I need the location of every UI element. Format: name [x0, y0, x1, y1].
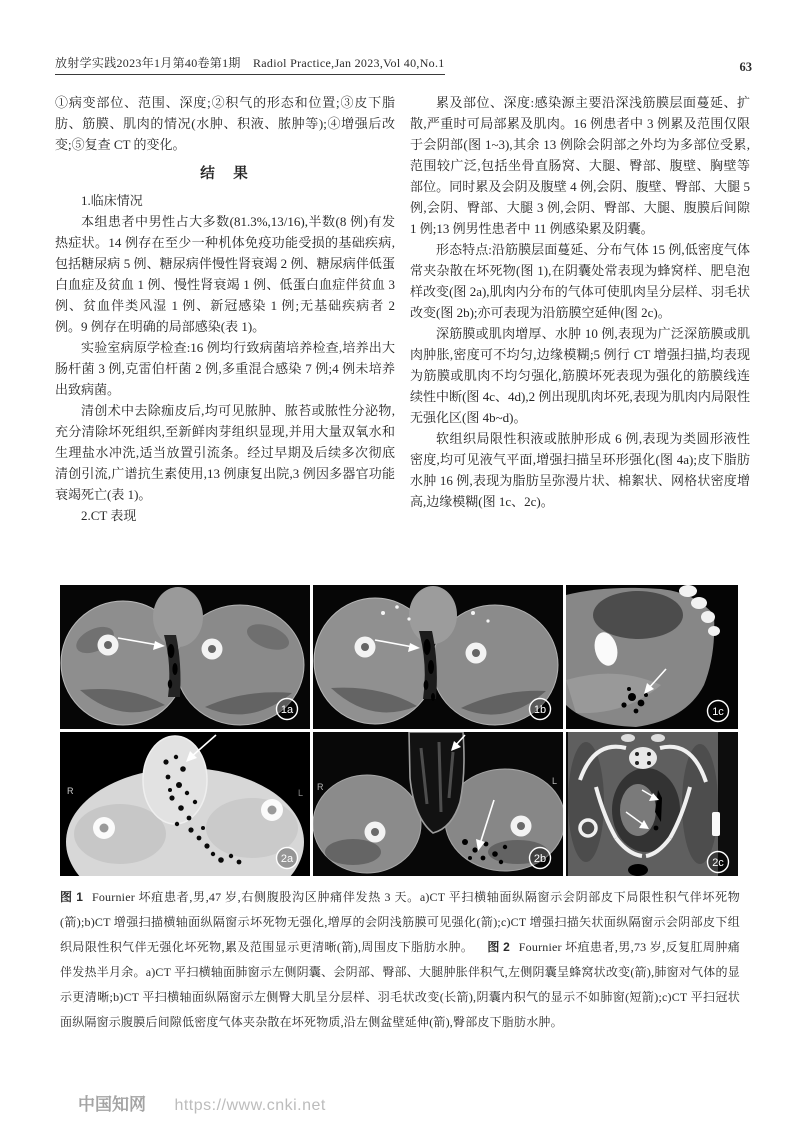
side-marker-left: L [298, 788, 304, 798]
paragraph-fascia: 深筋膜或肌肉增厚、水肿 10 例,表现为广泛深筋膜或肌肉肿胀,密度可不均匀,边缘模糊;5 例行 CT 增强扫描,均表现为筋膜或肌肉不均匀强化,筋膜坏死表现为强化的筋膜线连续性中断(图 4c、4d),2 例出现肌肉坏死,表现为肌肉内局限性无强化区(图 4b~d)。 [410, 326, 750, 425]
ct-image-2b [313, 732, 563, 876]
cnki-watermark [78, 1090, 326, 1115]
side-marker-right: R [317, 782, 324, 792]
paragraph-morphology: 形态特点:沿筋膜层面蔓延、分布气体 15 例,低密度气体常夹杂散在坏死物(图 1),在阴囊处常表现为蜂窝样、肥皂泡样改变(图 2a),肌肉内分布的气体可使肌肉呈分层样、羽毛状改变(图 2b);亦可表现为沿筋膜空延伸(图 2c)。 [410, 242, 750, 320]
ct-image-1c [566, 585, 738, 729]
panel-label-badge [277, 699, 298, 720]
panel-label-badge [708, 701, 729, 722]
side-marker-left: L [552, 776, 558, 786]
svg-text:1c: 1c [712, 706, 724, 718]
figure-caption [60, 885, 740, 1035]
panel-label-badge [277, 848, 298, 869]
svg-text:2a: 2a [280, 853, 294, 865]
panel-label-badge [708, 852, 729, 873]
figure1-label: 图 1 [60, 890, 83, 904]
paragraph-clinical: 本组患者中男性占大多数(81.3%,13/16),半数(8 例)有发热症状。14 例存在至少一种机体免疫功能受损的基础疾病,包括糖尿病 5 例、糖尿病伴慢性肾衰竭 2 例、糖尿病伴低蛋白血症及贫血 1 例、慢性肾衰竭 1 例、低蛋白血症伴贫血 3 例、贫血伴类风湿 1 例、新冠感染 1 例;无基础疾病者 2 例。9 例存在明确的局部感染(表 1)。 [55, 214, 395, 334]
figure-block [60, 585, 750, 1035]
svg-text:1a: 1a [280, 704, 294, 716]
paragraph-lab: 实验室病原学检查:16 例均行致病菌培养检查,培养出大肠杆菌 3 例,克雷伯杆菌 2 例,多重混合感染 7 例;4 例未培养出致病菌。 [55, 340, 395, 397]
cnki-url: https://www.cnki.net [174, 1097, 326, 1114]
journal-info: 放射学实践2023年1月第40卷第1期 Radiol Practice,Jan 2023,Vol 40,No.1 [55, 54, 445, 75]
ct-image-2a [60, 732, 310, 876]
panel-label-badge [530, 848, 551, 869]
ct-image-1a [60, 585, 310, 729]
left-column [55, 92, 395, 581]
ct-image-2c [566, 732, 738, 876]
figure1-text: Fournier 坏疽患者,男,47 岁,右侧腹股沟区肿痛伴发热 3 天。a)CT 平扫横轴面纵隔窗示会阴部皮下局限性积气伴坏死物(箭);b)CT 增强扫描横轴面纵隔窗示坏死物无强化,增厚的会阴浅筋膜可见强化(箭);c)CT 增强扫描矢状面纵隔窗示会阴部皮下组织局限性积气伴无强化坏死物,累及范围显示更清晰(箭),周围皮下脂肪水肿。 [60, 890, 740, 954]
side-marker-right: R [67, 786, 74, 796]
subsection-ct: 2.CT 表现 [81, 508, 137, 523]
cnki-logo-text: 中国知网 [78, 1095, 146, 1114]
panel-label-badge [530, 699, 551, 720]
figure2-label: 图 2 [487, 940, 510, 954]
paragraph-extent: 累及部位、深度:感染源主要沿深浅筋膜层面蔓延、扩散,严重时可局部累及肌肉。16 例患者中 3 例累及范围仅限于会阴部(图 1~3),其余 13 例除会阴部之外均为多部位受累,范围较广泛,包括坐骨直肠窝、大腿、臀部、腹壁、胸壁等部位。同时累及会阴及腹壁 4 例,会阴、腹壁、臀部、大腿 5 例,会阴、臀部、大腿 3 例,会阴、臀部、大腿、腹膜后间隙 1 例;13 例男性患者中 11 例感染累及阴囊。 [410, 95, 750, 236]
paragraph-debridement: 清创术中去除痂皮后,均可见脓肿、脓苔或脓性分泌物,充分清除坏死组织,至新鲜肉芽组织显现,并用大量双氧水和生理盐水冲洗,适当放置引流条。经过早期及后续多次彻底清创引流,广谱抗生素使用,13 例康复出院,3 例因多器官功能衰竭死亡(表 1)。 [55, 403, 395, 502]
right-column [410, 92, 750, 581]
page-header [55, 54, 752, 75]
page-number: 63 [739, 60, 752, 74]
svg-text:1b: 1b [533, 704, 547, 716]
subsection-clinical: 1.临床情况 [81, 193, 143, 208]
paragraph-fluid: 软组织局限性积液或脓肿形成 6 例,表现为类圆形液性密度,均可见液气平面,增强扫描呈环形强化(图 4a);皮下脂肪水肿 16 例,表现为脂肪呈弥漫片状、棉絮状、网格状密度增高,边缘模糊(图 1c、2c)。 [410, 431, 750, 509]
article-body [55, 92, 750, 581]
ct-image-1b [313, 585, 563, 729]
ct-image-grid [60, 585, 738, 876]
svg-text:2b: 2b [533, 853, 547, 865]
figure2-text: Fournier 坏疽患者,男,73 岁,反复肛周肿痛伴发热半月余。a)CT 平扫横轴面肺窗示左侧阴囊、会阴部、臀部、大腿肿胀伴积气,左侧阴囊呈蜂窝状改变(箭),肺窗对气体的显示更清晰;b)CT 平扫横轴面纵隔窗示左侧臀大肌呈分层样、羽毛状改变(长箭),阴囊内积气的显示不如肺窗(短箭);c)CT 平扫冠状面纵隔窗示腹膜后间隙低密度气体夹杂散在坏死物质,沿左侧盆壁延伸(箭),臀部皮下脂肪水肿。 [60, 940, 740, 1029]
paragraph-continued: ①病变部位、范围、深度;②积气的形态和位置;③皮下脂肪、筋膜、肌肉的情况(水肿、积液、脓肿等);④增强后改变;⑤复查 CT 的变化。 [55, 95, 395, 152]
section-heading-results: 结 果 [200, 166, 250, 182]
svg-text:2c: 2c [712, 857, 724, 869]
